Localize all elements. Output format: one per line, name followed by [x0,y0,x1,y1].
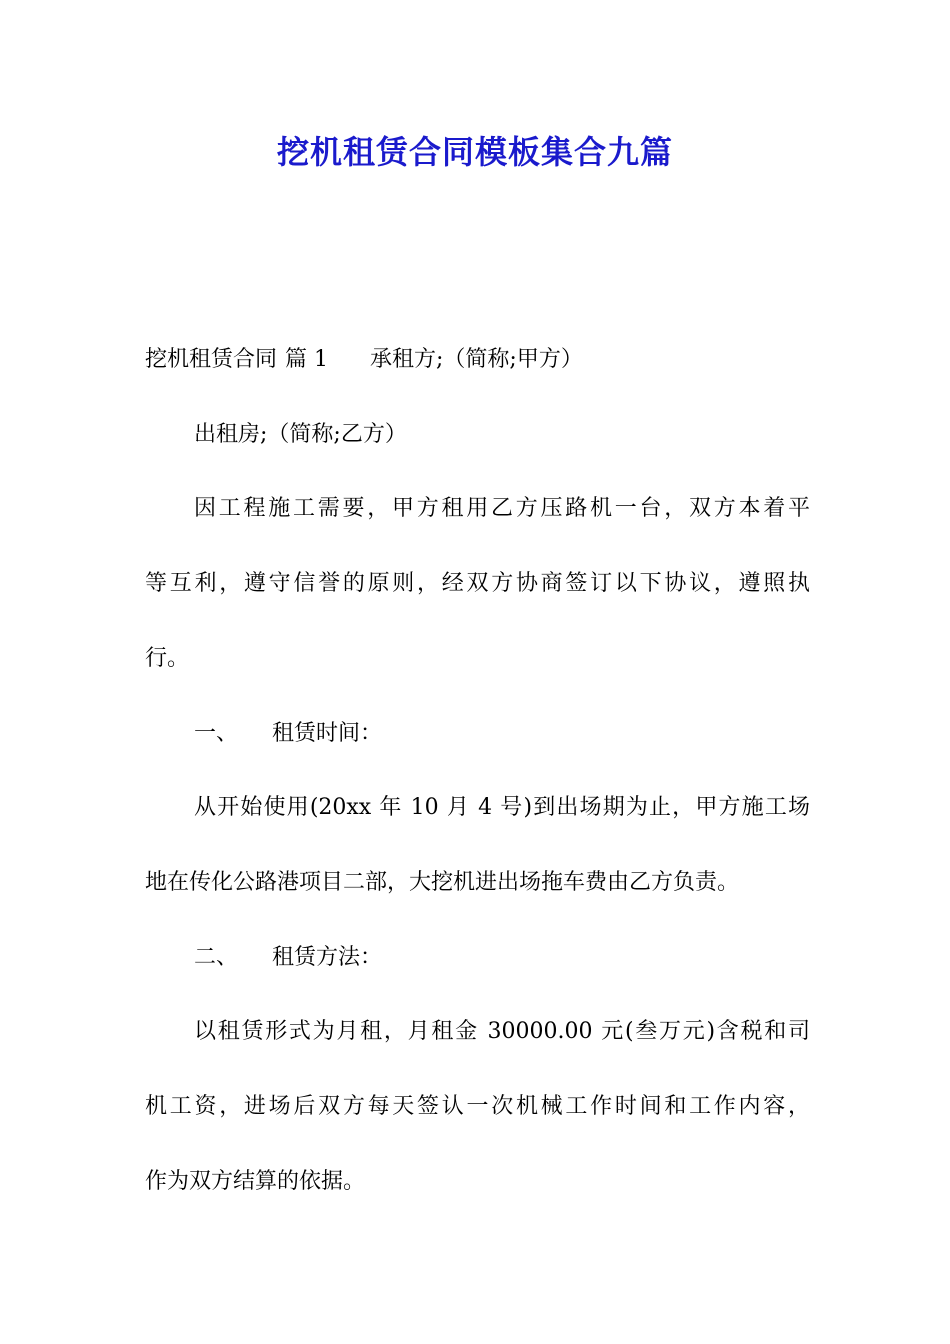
document-title: 挖机租赁合同模板集合九篇 [276,133,673,171]
section-1-line-1: 从开始使用(20xx 年 10 月 4 号)到出场期为止，甲方施工场 [194,795,810,820]
intro-line-3: 行。 [145,646,190,671]
lessee-line: 承租方;（简称;甲方） [370,347,583,372]
section-2-line-2: 机工资，进场后双方每天签认一次机械工作时间和工作内容， [145,1094,810,1119]
intro-line-2: 等互利，遵守信誉的原则，经双方协商签订以下协议，遵照执 [145,571,810,596]
section-1-line-2: 地在传化公路港项目二部，大挖机进出场拖车费由乙方负责。 [145,870,740,895]
section-1-heading [194,719,810,749]
intro-line-1: 因工程施工需要，甲方租用乙方压路机一台，双方本着平 [194,496,810,521]
first-line [145,345,810,375]
contract-heading: 挖机租赁合同 [145,347,278,372]
section-2-number: 二、 [194,945,239,970]
section-1-title: 租赁时间： [272,721,383,746]
section-2-title: 租赁方法： [272,945,383,970]
section-2-heading [194,943,810,973]
section-2-line-1: 以租赁形式为月租，月租金 30000.00 元(叁万元)含税和司 [194,1019,810,1044]
section-2-line-3: 作为双方结算的依据。 [145,1169,366,1194]
lessor-line: 出租房;（简称;乙方） [194,422,407,447]
section-1-number: 一、 [194,721,239,746]
section-label: 篇 1 [285,347,329,372]
